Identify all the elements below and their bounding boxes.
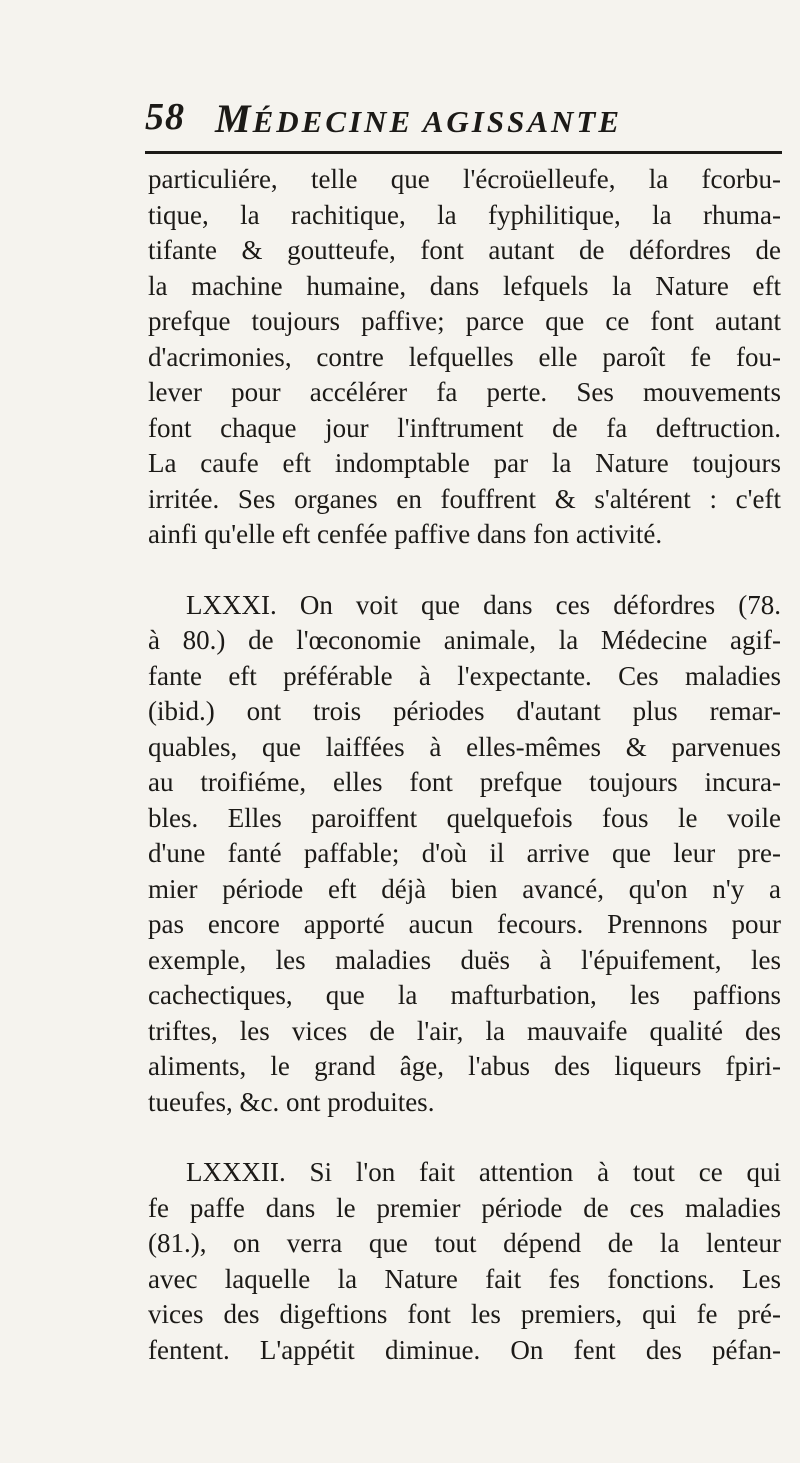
- text-line: LXXXII. Si l'on fait attention à tout ce qui: [186, 1157, 781, 1187]
- text-line: vices des digeftions font les premiers, qui fe pré-: [148, 1299, 781, 1329]
- text-line: lever pour accélérer fa perte. Ses mouvements: [148, 377, 781, 407]
- text-line: ainfi qu'elle eft cenfée paffive dans fon activité.: [148, 519, 663, 549]
- text-line: d'acrimonies, contre lefquelles elle paroît fe fou-: [148, 341, 781, 372]
- paragraph-lxxxi: [148, 588, 781, 1121]
- paragraph-gap: [148, 1120, 781, 1155]
- text-line: (ibid.) ont trois périodes d'autant plus remar-: [148, 696, 781, 726]
- text-line: particuliére, telle que l'écroüelleufe, la fcorbu-: [148, 164, 781, 194]
- text-line: fe paffe dans le premier période de ces maladies: [148, 1192, 781, 1223]
- text-line: avec laquelle la Nature fait fes fonctions. Les: [148, 1263, 781, 1294]
- text-line: font chaque jour l'inftrument de fa deftruction.: [148, 412, 781, 443]
- paragraph-lxxxii: [148, 1155, 781, 1368]
- body-text: [148, 162, 781, 1368]
- text-line: exemple, les maladies duës à l'épuifement, les: [148, 944, 781, 975]
- text-line: pas encore apporté aucun fecours. Prennons pour: [148, 909, 781, 939]
- text-line: triftes, les vices de l'air, la mauvaife qualité des: [148, 1015, 781, 1046]
- header-rule: [145, 151, 782, 154]
- text-line: quables, que laiffées à elles-mêmes & parvenues: [148, 731, 781, 762]
- page-header: [145, 95, 785, 155]
- running-title: [215, 95, 622, 142]
- running-title-initial: M: [215, 96, 253, 141]
- paragraph-gap: [148, 553, 781, 588]
- text-line: tique, la rachitique, la fyphilitique, la rhuma-: [148, 199, 781, 230]
- running-title-rest: ÉDECINE AGISSANTE: [252, 104, 623, 139]
- text-line: tifante & goutteufe, font autant de défordres de: [148, 235, 781, 265]
- text-line: prefque toujours paffive; parce que ce font autant: [148, 306, 781, 336]
- text-line: (81.), on verra que tout dépend de la lenteur: [148, 1228, 781, 1258]
- text-line: aliments, le grand âge, l'abus des liqueurs fpiri-: [148, 1051, 781, 1081]
- text-line: bles. Elles paroiffent quelquefois fous le voile: [148, 802, 781, 833]
- text-line: LXXXI. On voit que dans ces défordres (78.: [186, 589, 781, 620]
- text-line: à 80.) de l'œconomie animale, la Médecine agif-: [148, 625, 781, 655]
- text-line: La caufe eft indomptable par la Nature toujours: [148, 448, 781, 478]
- text-line: au troifiéme, elles font prefque toujours incura-: [148, 767, 781, 797]
- text-line: mier période eft déjà bien avancé, qu'on n'y a: [148, 873, 781, 904]
- text-line: fentent. L'appétit diminue. On fent des péfan-: [148, 1334, 781, 1365]
- text-line: tueufes, &c. ont produites.: [148, 1086, 435, 1117]
- page-number: 58: [145, 96, 185, 138]
- text-line: d'une fanté paffable; d'où il arrive que leur pre-: [148, 838, 781, 868]
- text-line: irritée. Ses organes en fouffrent & s'altérent : c'eft: [148, 483, 781, 514]
- text-line: la machine humaine, dans lefquels la Nature eft: [148, 270, 781, 301]
- text-line: cachectiques, que la mafturbation, les paffions: [148, 980, 781, 1010]
- paragraph-1: [148, 162, 781, 553]
- text-line: fante eft préférable à l'expectante. Ces maladies: [148, 660, 781, 691]
